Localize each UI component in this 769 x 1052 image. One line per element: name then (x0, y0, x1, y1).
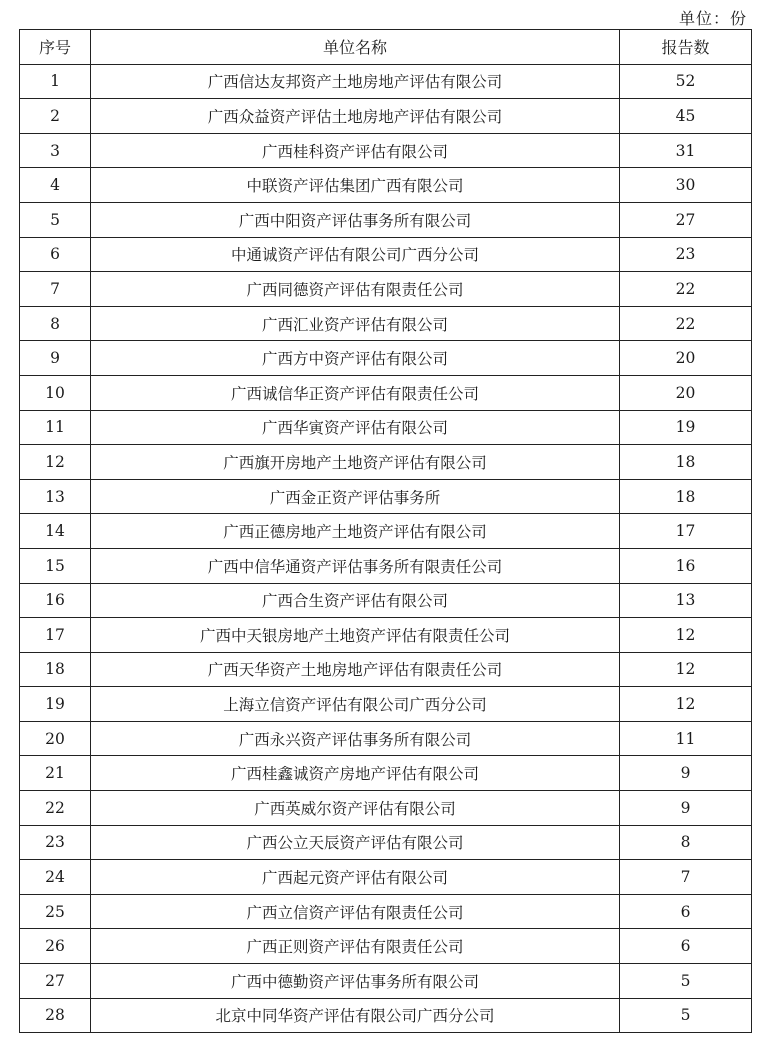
row-index: 12 (20, 445, 91, 480)
row-report-count: 52 (620, 64, 752, 99)
table-row (20, 410, 752, 445)
row-company-name: 广西旗开房地产土地资产评估有限公司 (91, 445, 620, 480)
table-row (20, 479, 752, 514)
table-row (20, 202, 752, 237)
table-header-row (20, 30, 752, 65)
row-index: 15 (20, 548, 91, 583)
row-index: 27 (20, 964, 91, 999)
row-index: 21 (20, 756, 91, 791)
row-index: 3 (20, 133, 91, 168)
row-index: 10 (20, 375, 91, 410)
table-row (20, 306, 752, 341)
row-report-count: 6 (620, 894, 752, 929)
table-row (20, 964, 752, 999)
table-row (20, 894, 752, 929)
row-index: 5 (20, 202, 91, 237)
table-row (20, 514, 752, 549)
table-row (20, 618, 752, 653)
row-company-name: 广西同德资产评估有限责任公司 (91, 272, 620, 307)
row-index: 25 (20, 894, 91, 929)
row-company-name: 广西信达友邦资产土地房地产评估有限公司 (91, 64, 620, 99)
row-report-count: 27 (620, 202, 752, 237)
row-index: 13 (20, 479, 91, 514)
row-company-name: 广西天华资产土地房地产评估有限责任公司 (91, 652, 620, 687)
row-company-name: 中通诚资产评估有限公司广西分公司 (91, 237, 620, 272)
row-report-count: 12 (620, 687, 752, 722)
row-company-name: 广西汇业资产评估有限公司 (91, 306, 620, 341)
row-report-count: 17 (620, 514, 752, 549)
row-company-name: 广西起元资产评估有限公司 (91, 860, 620, 895)
row-report-count: 20 (620, 341, 752, 376)
row-report-count: 20 (620, 375, 752, 410)
row-company-name: 广西华寅资产评估有限公司 (91, 410, 620, 445)
table-body (20, 64, 752, 1033)
row-report-count: 18 (620, 479, 752, 514)
row-company-name: 广西正德房地产土地资产评估有限公司 (91, 514, 620, 549)
row-report-count: 31 (620, 133, 752, 168)
row-company-name: 广西公立天辰资产评估有限公司 (91, 825, 620, 860)
row-index: 22 (20, 791, 91, 826)
row-index: 14 (20, 514, 91, 549)
row-report-count: 23 (620, 237, 752, 272)
unit-note: 单位：份 (678, 9, 747, 28)
table-row (20, 64, 752, 99)
row-company-name: 广西合生资产评估有限公司 (91, 583, 620, 618)
row-index: 24 (20, 860, 91, 895)
row-report-count: 5 (620, 964, 752, 999)
table-row (20, 133, 752, 168)
row-index: 23 (20, 825, 91, 860)
header-index: 序号 (20, 30, 91, 65)
table-row (20, 375, 752, 410)
table-row (20, 583, 752, 618)
table-row (20, 791, 752, 826)
table-row (20, 929, 752, 964)
row-company-name: 广西众益资产评估土地房地产评估有限公司 (91, 99, 620, 134)
row-report-count: 12 (620, 652, 752, 687)
table-row (20, 272, 752, 307)
row-company-name: 广西方中资产评估有限公司 (91, 341, 620, 376)
table-row (20, 168, 752, 203)
row-index: 16 (20, 583, 91, 618)
table-row (20, 237, 752, 272)
row-report-count: 12 (620, 618, 752, 653)
row-index: 11 (20, 410, 91, 445)
row-index: 9 (20, 341, 91, 376)
row-index: 19 (20, 687, 91, 722)
row-index: 7 (20, 272, 91, 307)
row-index: 4 (20, 168, 91, 203)
row-company-name: 广西英威尔资产评估有限公司 (91, 791, 620, 826)
row-company-name: 广西桂鑫诚资产房地产评估有限公司 (91, 756, 620, 791)
table-row (20, 687, 752, 722)
table-row (20, 652, 752, 687)
row-company-name: 广西正则资产评估有限责任公司 (91, 929, 620, 964)
row-index: 28 (20, 998, 91, 1033)
row-company-name: 上海立信资产评估有限公司广西分公司 (91, 687, 620, 722)
header-name: 单位名称 (91, 30, 620, 65)
table-row (20, 860, 752, 895)
row-report-count: 45 (620, 99, 752, 134)
row-company-name: 广西诚信华正资产评估有限责任公司 (91, 375, 620, 410)
table-row (20, 825, 752, 860)
row-index: 20 (20, 721, 91, 756)
table-row (20, 721, 752, 756)
table-row (20, 756, 752, 791)
row-index: 18 (20, 652, 91, 687)
row-index: 26 (20, 929, 91, 964)
row-company-name: 中联资产评估集团广西有限公司 (91, 168, 620, 203)
row-report-count: 18 (620, 445, 752, 480)
row-company-name: 广西中德勤资产评估事务所有限公司 (91, 964, 620, 999)
row-company-name: 广西金正资产评估事务所 (91, 479, 620, 514)
row-company-name: 广西中天银房地产土地资产评估有限责任公司 (91, 618, 620, 653)
row-report-count: 19 (620, 410, 752, 445)
row-company-name: 广西中阳资产评估事务所有限公司 (91, 202, 620, 237)
row-company-name: 广西立信资产评估有限责任公司 (91, 894, 620, 929)
row-company-name: 北京中同华资产评估有限公司广西分公司 (91, 998, 620, 1033)
row-report-count: 22 (620, 306, 752, 341)
row-report-count: 6 (620, 929, 752, 964)
report-count-table (19, 29, 752, 1033)
row-report-count: 7 (620, 860, 752, 895)
row-index: 2 (20, 99, 91, 134)
row-index: 17 (20, 618, 91, 653)
table-row (20, 548, 752, 583)
row-company-name: 广西中信华通资产评估事务所有限责任公司 (91, 548, 620, 583)
table-row (20, 445, 752, 480)
row-report-count: 13 (620, 583, 752, 618)
table-row (20, 99, 752, 134)
row-report-count: 16 (620, 548, 752, 583)
row-index: 1 (20, 64, 91, 99)
row-report-count: 11 (620, 721, 752, 756)
table-row (20, 341, 752, 376)
row-company-name: 广西桂科资产评估有限公司 (91, 133, 620, 168)
row-index: 8 (20, 306, 91, 341)
row-company-name: 广西永兴资产评估事务所有限公司 (91, 721, 620, 756)
row-report-count: 8 (620, 825, 752, 860)
row-report-count: 30 (620, 168, 752, 203)
row-index: 6 (20, 237, 91, 272)
row-report-count: 9 (620, 756, 752, 791)
table-row (20, 998, 752, 1033)
row-report-count: 9 (620, 791, 752, 826)
row-report-count: 22 (620, 272, 752, 307)
header-count: 报告数 (620, 30, 752, 65)
row-report-count: 5 (620, 998, 752, 1033)
